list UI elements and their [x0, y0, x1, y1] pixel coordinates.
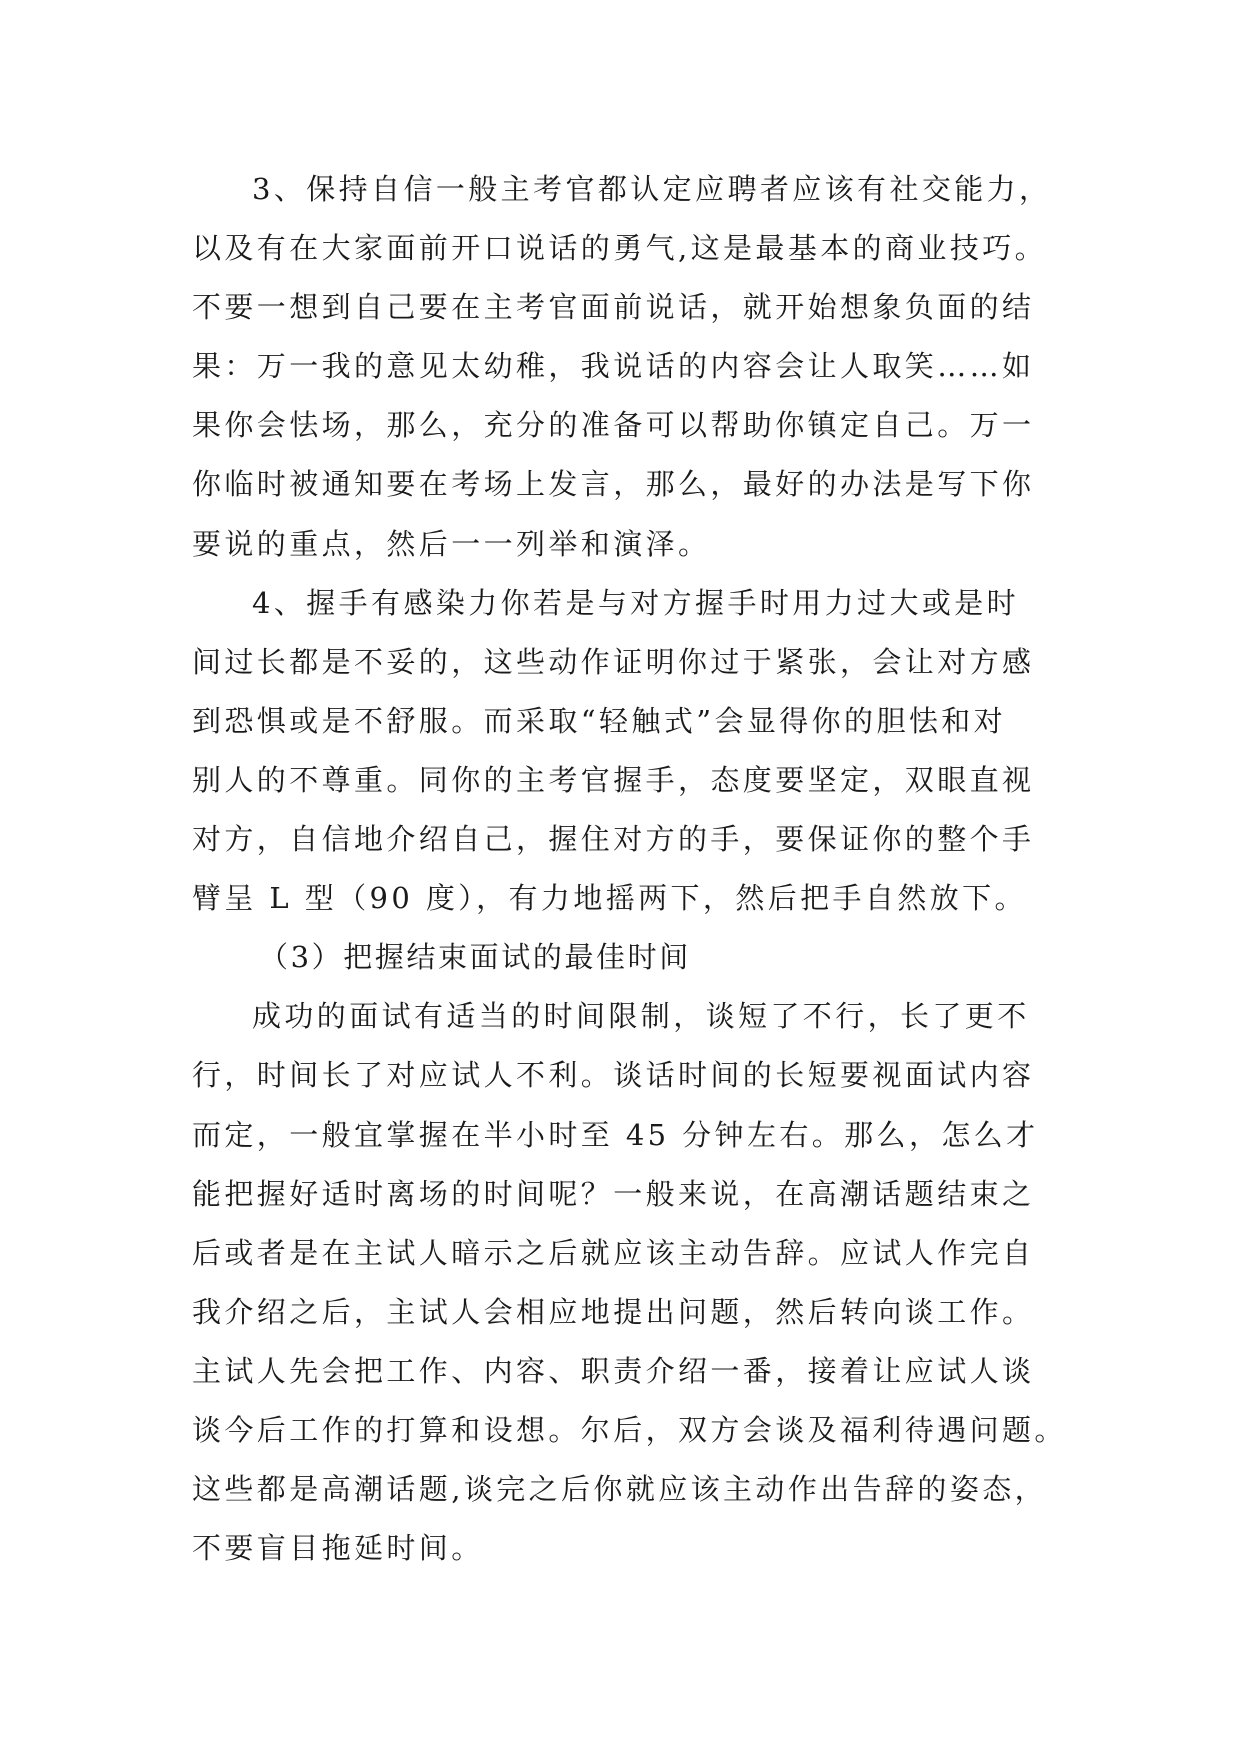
section-heading: （3）把握结束面试的最佳时间 [259, 940, 691, 975]
paragraph-3-line: 不要一想到自己要在主考官面前说话，就开始想象负面的结 [192, 290, 1035, 325]
paragraph-4-line: 对方，自信地介绍自己，握住对方的手，要保证你的整个手 [192, 822, 1035, 857]
paragraph-5-line: 而定，一般宜掌握在半小时至 45 分钟左右。那么，怎么才 [192, 1117, 1039, 1152]
paragraph-5-line: 我介绍之后，主试人会相应地提出问题，然后转向谈工作。 [192, 1294, 1035, 1329]
paragraph-3-line: 以及有在大家面前开口说话的勇气,这是最基本的商业技巧。 [192, 231, 1048, 266]
paragraph-5-line: 后或者是在主试人暗示之后就应该主动告辞。应试人作完自 [192, 1235, 1035, 1270]
paragraph-5-line: 成功的面试有适当的时间限制，谈短了不行，长了更不 [252, 999, 1030, 1034]
paragraph-5-line: 这些都是高潮话题,谈完之后你就应该主动作出告辞的姿态， [192, 1472, 1048, 1507]
paragraph-3-line: 要说的重点，然后一一列举和演泽。 [192, 526, 711, 561]
paragraph-3-line: 果你会怯场，那么，充分的准备可以帮助你镇定自己。万一 [192, 408, 1035, 443]
paragraph-3-line: 你临时被通知要在考场上发言，那么，最好的办法是写下你 [192, 467, 1035, 502]
paragraph-4-line: 间过长都是不妥的，这些动作证明你过于紧张，会让对方感 [192, 644, 1035, 679]
document-body [192, 160, 1072, 1578]
paragraph-5-line: 主试人先会把工作、内容、职责介绍一番，接着让应试人谈 [192, 1353, 1035, 1388]
paragraph-3-line: 3、保持自信一般主考官都认定应聘者应该有社交能力， [252, 172, 1052, 206]
paragraph-4-line: 到恐惧或是不舒服。而采取“轻触式”会显得你的胆怯和对 [192, 703, 1007, 738]
paragraph-5-line: 能把握好适时离场的时间呢？一般来说，在高潮话题结束之 [192, 1176, 1035, 1211]
paragraph-3-line: 果：万一我的意见太幼稚，我说话的内容会让人取笑……如 [192, 349, 1035, 384]
paragraph-5-line: 谈今后工作的打算和设想。尔后，双方会谈及福利待遇问题。 [192, 1412, 1067, 1447]
paragraph-5-line: 不要盲目拖延时间。 [192, 1531, 484, 1566]
paragraph-5-line: 行，时间长了对应试人不利。谈话时间的长短要视面试内容 [192, 1058, 1035, 1093]
paragraph-4-line: 臂呈 L 型（90 度），有力地摇两下，然后把手自然放下。 [192, 881, 1027, 916]
paragraph-4-line: 4、握手有感染力你若是与对方握手时用力过大或是时 [252, 585, 1020, 620]
paragraph-4-line: 别人的不尊重。同你的主考官握手，态度要坚定，双眼直视 [192, 762, 1035, 797]
